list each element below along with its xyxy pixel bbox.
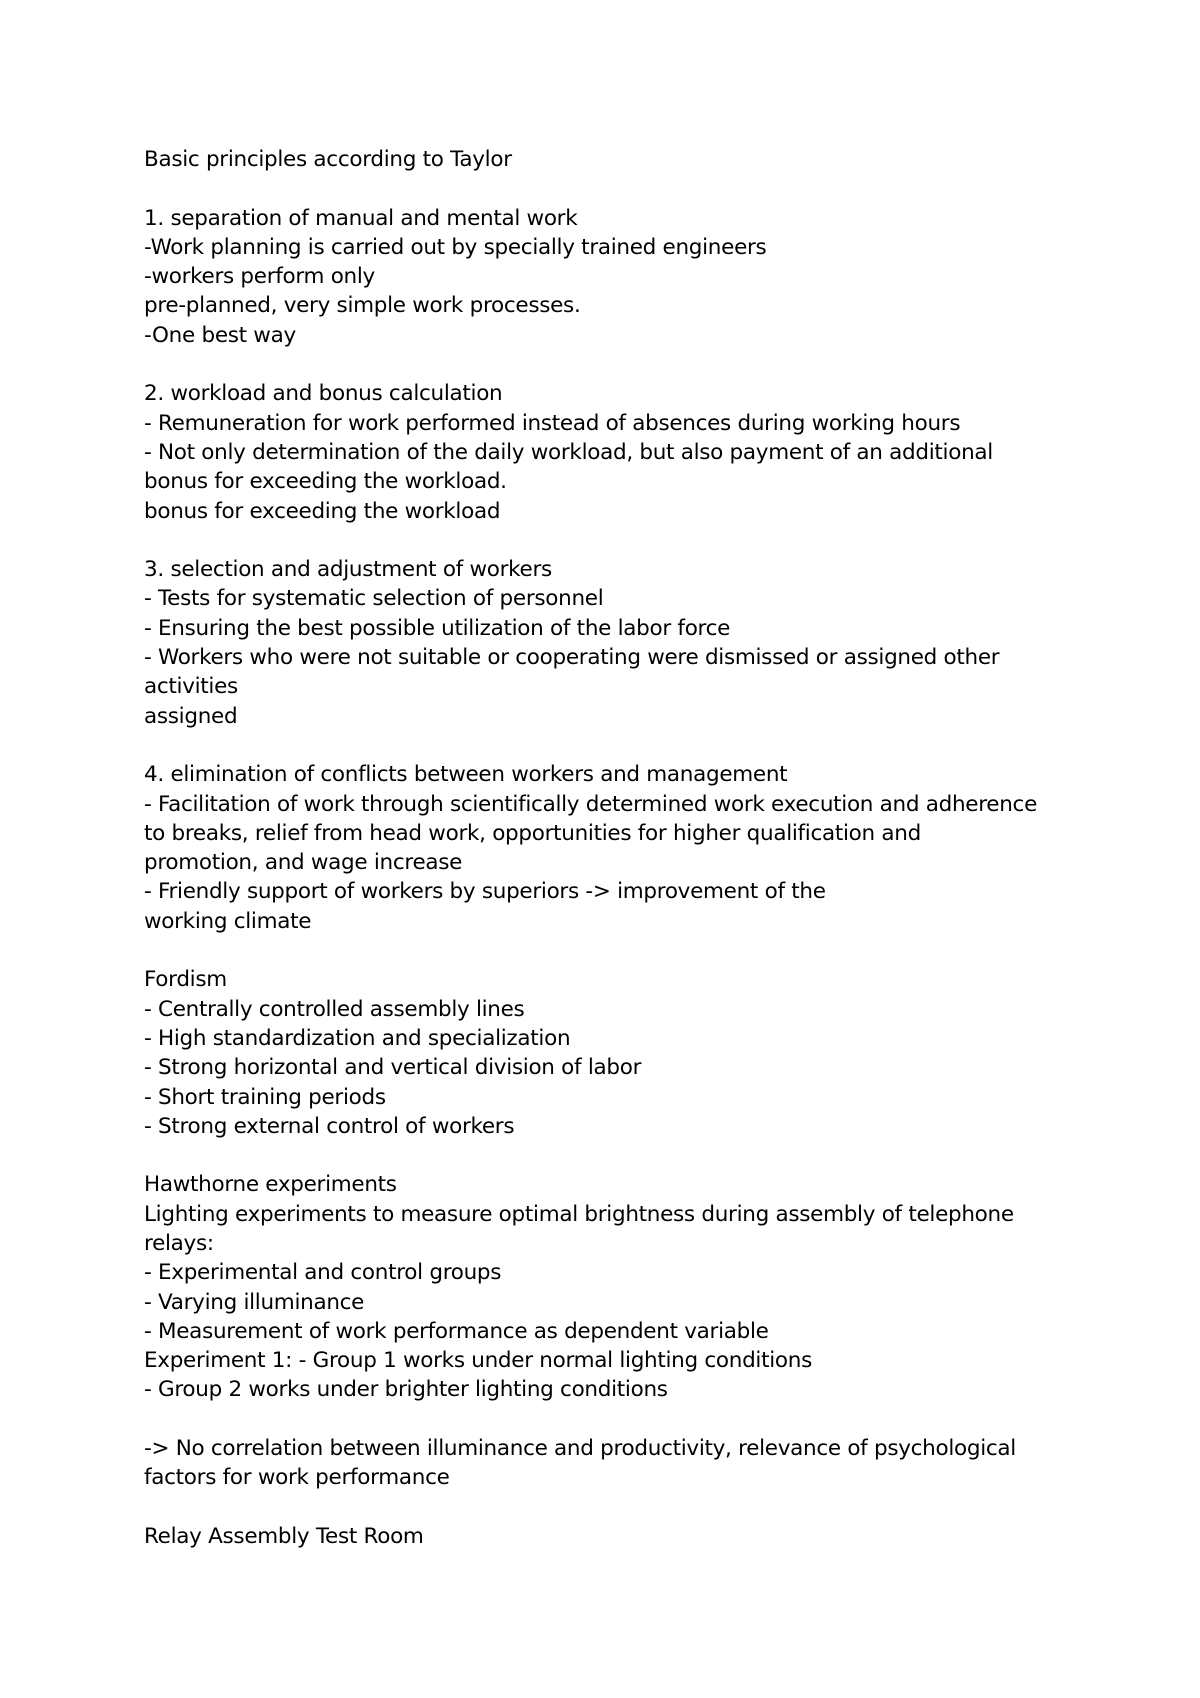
text-line: relays: (144, 1230, 214, 1256)
text-line: -Work planning is carried out by specially trained engineers (144, 234, 767, 260)
document-page (144, 145, 1084, 1551)
text-line: bonus for exceeding the workload. (144, 469, 507, 495)
blank-line (144, 1405, 1084, 1434)
text-line: promotion, and wage increase (144, 850, 463, 876)
text-line: - Strong horizontal and vertical division of labor (144, 1055, 642, 1081)
text-line: - Friendly support of workers by superiors -> improvement of the (144, 879, 826, 905)
text-line: - Strong external control of workers (144, 1113, 515, 1139)
text-line: pre-planned, very simple work processes. (144, 293, 581, 319)
text-line: - Tests for systematic selection of personnel (144, 586, 604, 612)
text-line: - Not only determination of the daily workload, but also payment of an additional (144, 439, 993, 465)
text-line: -One best way (144, 322, 296, 348)
blank-line (144, 936, 1084, 965)
hawthorne-heading: Hawthorne experiments (144, 1172, 397, 1198)
blank-line (144, 1141, 1084, 1170)
text-line: - Facilitation of work through scientifically determined work execution and adherence (144, 791, 1037, 817)
text-line: - Remuneration for work performed instead of absences during working hours (144, 410, 961, 436)
text-line: - High standardization and specialization (144, 1025, 571, 1051)
text-line: activities (144, 674, 238, 700)
text-line: - Workers who were not suitable or cooperating were dismissed or assigned other (144, 645, 1000, 671)
relay-assembly-heading: Relay Assembly Test Room (144, 1523, 424, 1549)
blank-line (144, 526, 1084, 555)
text-line: factors for work performance (144, 1465, 450, 1491)
blank-line (144, 731, 1084, 760)
text-line: assigned (144, 703, 238, 729)
text-line: - Group 2 works under brighter lighting conditions (144, 1377, 668, 1403)
taylor-principle-1-heading: 1. separation of manual and mental work (144, 205, 578, 231)
text-line: -> No correlation between illuminance and productivity, relevance of psychological (144, 1436, 1016, 1462)
text-line: - Varying illuminance (144, 1289, 365, 1315)
blank-line (144, 1493, 1084, 1522)
text-line: to breaks, relief from head work, opportunities for higher qualification and (144, 820, 921, 846)
taylor-principle-3-heading: 3. selection and adjustment of workers (144, 557, 552, 583)
document-title: Basic principles according to Taylor (144, 147, 512, 172)
fordism-heading: Fordism (144, 967, 227, 993)
text-line: working climate (144, 908, 312, 934)
text-line: - Measurement of work performance as dependent variable (144, 1318, 769, 1344)
blank-line (144, 174, 1084, 203)
text-line: - Short training periods (144, 1084, 386, 1110)
taylor-principle-4-heading: 4. elimination of conflicts between workers and management (144, 762, 788, 788)
blank-line (144, 350, 1084, 379)
text-line: Lighting experiments to measure optimal brightness during assembly of telephone (144, 1201, 1014, 1227)
taylor-principle-2-heading: 2. workload and bonus calculation (144, 381, 503, 407)
text-line: - Experimental and control groups (144, 1260, 502, 1286)
text-line: - Centrally controlled assembly lines (144, 996, 525, 1022)
text-line: -workers perform only (144, 264, 375, 290)
text-line: bonus for exceeding the workload (144, 498, 501, 524)
text-line: - Ensuring the best possible utilization of the labor force (144, 615, 731, 641)
text-line: Experiment 1: - Group 1 works under normal lighting conditions (144, 1348, 812, 1374)
